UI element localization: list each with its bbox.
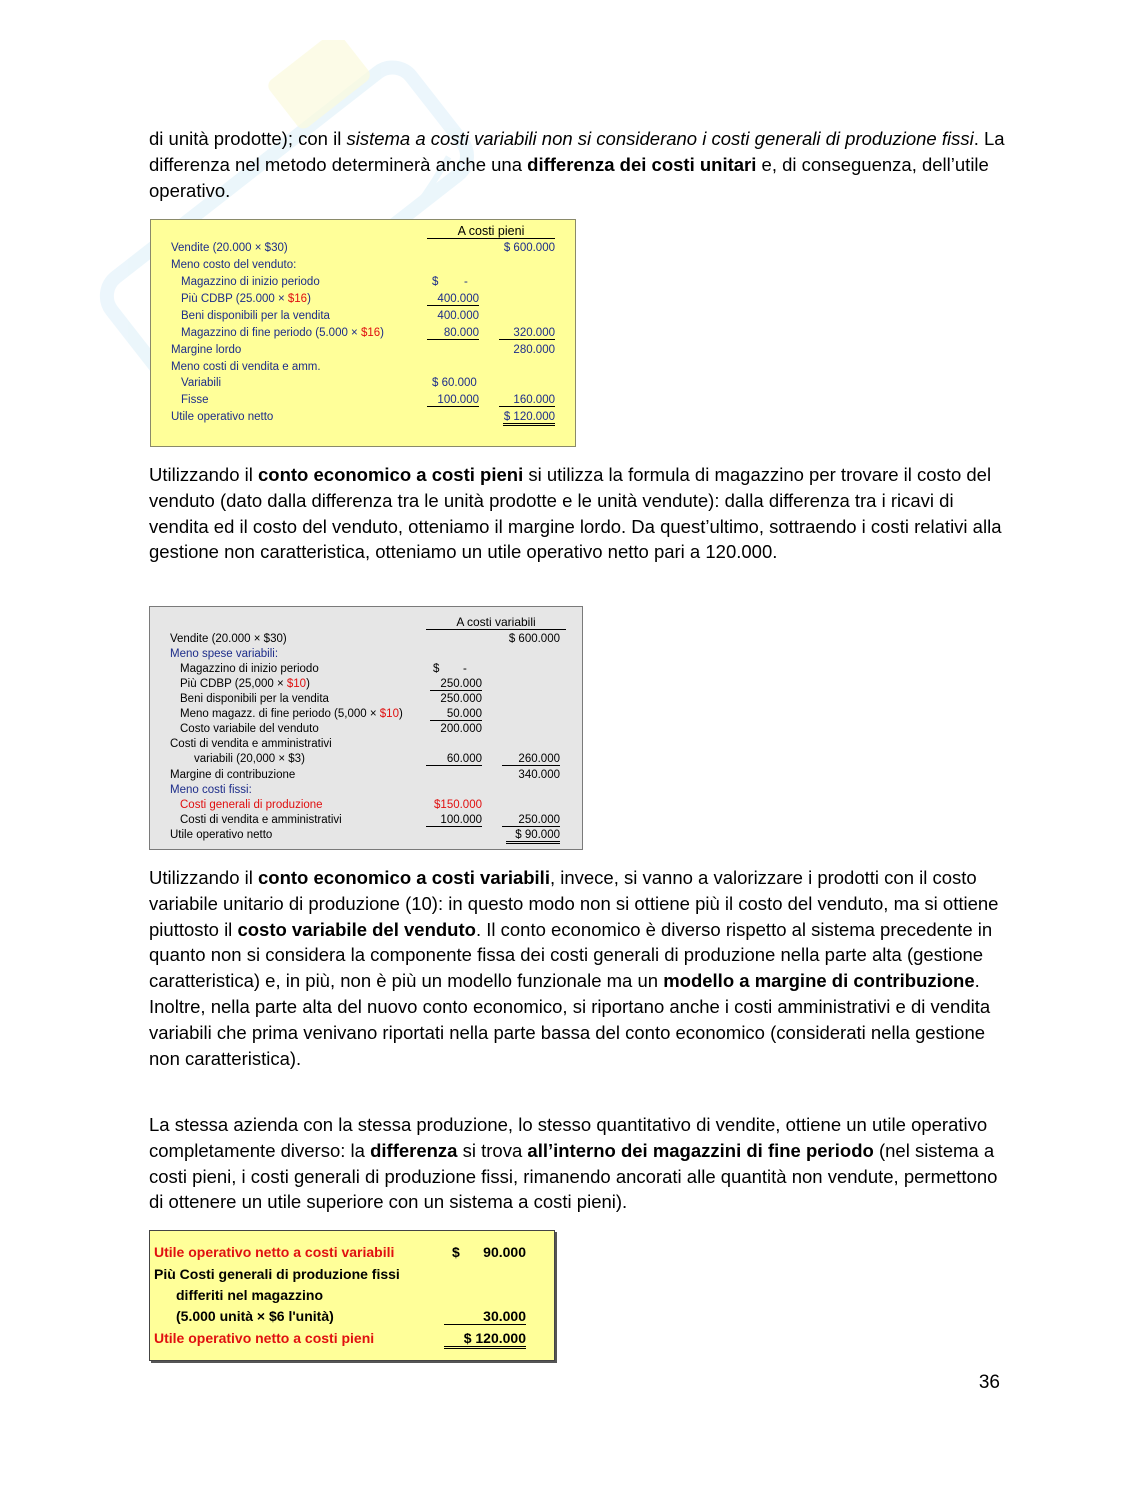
- paragraph-full-costing: Utilizzando il conto economico a costi pieni si utilizza la formula di magazzino per trovare il costo del venduto (dato dalla differenza tra le unità prodotte e le unità vendute): dalla differenza tra i ricavi di vendita ed il costo del venduto, otteniamo il margine lordo. Da quest’ultimo, sottraendo i costi relativi alla gestione non caratteristica, otteniamo un utile operativo netto pari a 120.000.: [149, 464, 1002, 563]
- paragraph-variable-costing: Utilizzando il conto economico a costi variabili, invece, si vanno a valorizzare i prodotti con il costo variabile unitario di produzione (10): in questo modo non si ottiene più il costo del venduto, ma si ottiene piuttosto il costo variabile del venduto. Il conto economico è diverso rispetto al sistema precedente in quanto non si considera la componente fissa dei costi generali di produzione nella parte alta (gestione caratteristica) e, in più, non è più un modello funzionale ma un modello a margine di contribuzione. Inoltre, nella parte alta del nuovo conto economico, si riportano anche i costi amministrativi e di vendita variabili che prima venivano riportati nella parte bassa del conto economico (considerati nella gestione non caratteristica).: [149, 867, 999, 1069]
- paragraph-intro: di unità prodotte); con il sistema a costi variabili non si considerano i costi generali di produzione fissi. La differenza nel metodo determinerà anche una differenza dei costi unitari e, di conseguenza, dell’utile operativo.: [149, 128, 1005, 201]
- page-number: 36: [978, 1372, 1000, 1393]
- paragraph-difference: La stessa azienda con la stessa produzione, lo stesso quantitativo di vendite, ottiene un utile operativo completamente diverso: la differenza si trova all’interno dei magazzini di fine periodo (nel sistema a costi pieni, i costi generali di produzione fissi, rimanendo ancorati alle quantità non vendute, permettono di ottenere un utile superiore con un sistema a costi pieni).: [149, 1114, 998, 1213]
- column-header: A costi pieni: [427, 224, 555, 239]
- income-statement-full-costing: A costi pieni Vendite (20.000 × $30) $ 600.000 Meno costo del venduto: Magazzino di inizio periodo $ - Più CDBP (25.000 × $16) 400.000 Beni disponibili per la vendita 400.000 Magazzino di fine periodo (5.000 × $16) 80.000 320.000 Margine lordo 280.000 Meno costi di vendita e amm. Variabili $ 60.000 Fisse 100.000 160.000 Utile operativo netto $ 120.000: [150, 219, 576, 447]
- income-statement-variable-costing: A costi variabili Vendite (20.000 × $30) $ 600.000 Meno spese variabili: Magazzino di inizio periodo $ - Più CDBP (25,000 × $10) 250.000 Beni disponibili per la vendita 250.000 Meno magazz. di fine periodo (5,000 × $10) 50.000 Costo variabile del venduto 200.000 Costi di vendita e amministrativi variabili (20,000 × $3) 60.000 260.000 Margine di contribuzione 340.000 Meno costi fissi: Costi generali di produzione $150.000 Costi di vendita e amministrativi 100.000 250.000 Utile operativo netto $ 90.000: [149, 606, 583, 850]
- reconciliation-table: Utile operativo netto a costi variabili $ 90.000 Più Costi generali di produzione fissi differiti nel magazzino (5.000 unità × $6 l'unità) 30.000 Utile operativo netto a costi pieni $ 120.000: [149, 1230, 555, 1361]
